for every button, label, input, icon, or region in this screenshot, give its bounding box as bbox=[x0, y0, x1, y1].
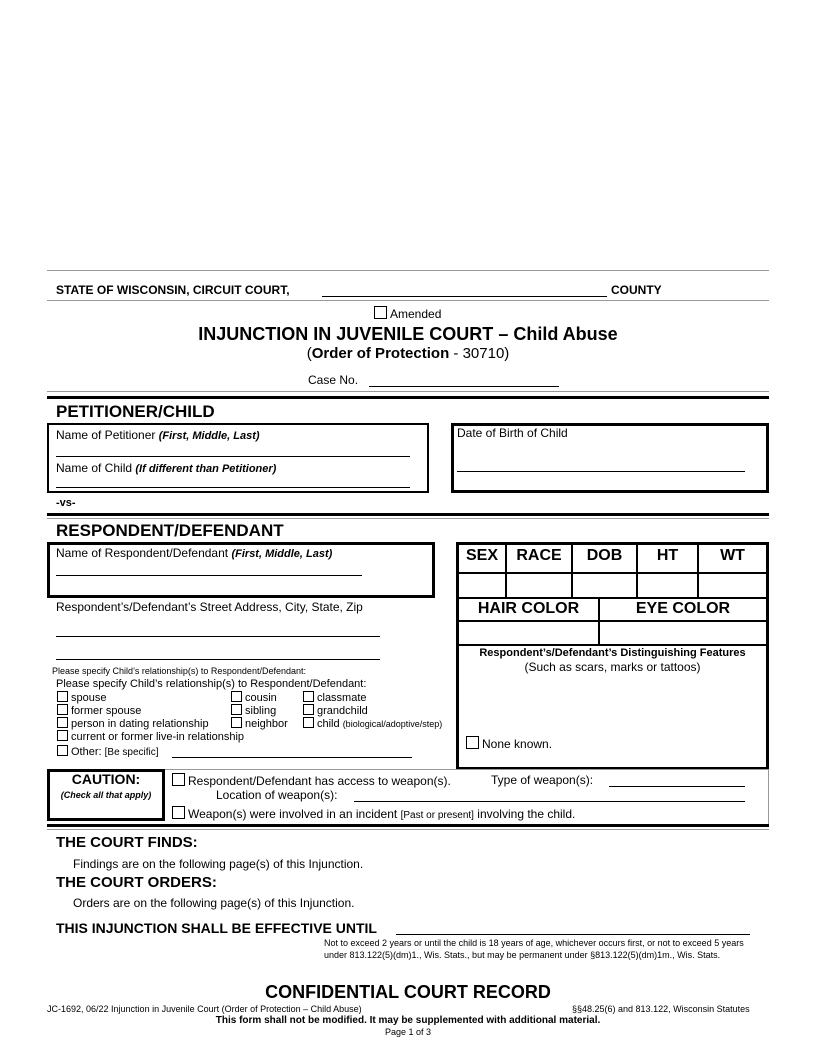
attr-ht-label: HT bbox=[656, 547, 679, 564]
rel-other-checkbox[interactable] bbox=[57, 745, 68, 756]
relationship-intro: Please specify Child’s relationship(s) to Respondent/Defendant: bbox=[56, 678, 367, 690]
county-input-line[interactable] bbox=[322, 296, 607, 297]
height-input[interactable] bbox=[638, 575, 697, 597]
court-orders-text: Orders are on the following page(s) of this Injunction. bbox=[73, 896, 355, 910]
rel-neighbor-label: neighbor bbox=[245, 718, 288, 730]
rel-child[interactable] bbox=[303, 717, 442, 730]
attr-race-label: RACE bbox=[516, 547, 562, 564]
rel-grandchild[interactable] bbox=[303, 704, 368, 717]
rel-neighbor-checkbox[interactable] bbox=[231, 717, 242, 728]
rel-grandchild-label: grandchild bbox=[317, 705, 368, 717]
rel-child-checkbox[interactable] bbox=[303, 717, 314, 728]
caution-bottom-rule-thin bbox=[47, 829, 769, 830]
rel-former-spouse-label: former spouse bbox=[71, 705, 142, 717]
relationship-intro-small: Please specify Child’s relationship(s) to Respondent/Defendant: bbox=[52, 666, 306, 676]
page-subtitle bbox=[0, 345, 816, 362]
weapon-incident-label-b: involving the child. bbox=[477, 807, 576, 821]
weapon-access-option[interactable] bbox=[172, 773, 451, 788]
rel-grandchild-checkbox[interactable] bbox=[303, 704, 314, 715]
weapon-access-checkbox[interactable] bbox=[172, 773, 185, 786]
page-title bbox=[0, 324, 816, 345]
dob-label: Date of Birth of Child bbox=[457, 426, 568, 440]
respondent-name-text: Name of Respondent/Defendant bbox=[56, 546, 229, 560]
address-input-line-1[interactable] bbox=[56, 636, 380, 637]
rel-sibling[interactable] bbox=[231, 704, 276, 717]
child-name-hint: (If different than Petitioner) bbox=[135, 463, 277, 475]
section-top-rule bbox=[47, 396, 769, 399]
weapon-access-label: Respondent/Defendant has access to weapon(s). bbox=[188, 774, 451, 788]
rel-neighbor[interactable] bbox=[231, 717, 288, 730]
county-label: COUNTY bbox=[611, 283, 662, 297]
rel-former-spouse-checkbox[interactable] bbox=[57, 704, 68, 715]
rel-live-in-checkbox[interactable] bbox=[57, 730, 68, 741]
rel-live-in-label: current or former live-in relationship bbox=[71, 731, 245, 743]
rel-child-label: child bbox=[317, 718, 340, 730]
rel-other-hint: [Be specific] bbox=[104, 747, 159, 758]
confidential-heading: CONFIDENTIAL COURT RECORD bbox=[265, 982, 551, 1002]
vs-label: -vs- bbox=[56, 497, 76, 509]
rel-other-input-line[interactable] bbox=[172, 757, 412, 758]
statutes: §§48.25(6) and 813.122, Wisconsin Statutes bbox=[572, 1004, 750, 1014]
attr-row-divider-1 bbox=[456, 572, 769, 574]
none-known-checkbox[interactable] bbox=[466, 736, 479, 749]
address-label: Respondent’s/Defendant’s Street Address, City, State, Zip bbox=[56, 600, 363, 614]
weapon-incident-label: Weapon(s) were involved in an incident bbox=[188, 807, 398, 821]
weapon-incident-option[interactable] bbox=[172, 806, 575, 821]
rel-dating[interactable] bbox=[57, 717, 209, 730]
rel-cousin-label: cousin bbox=[245, 692, 277, 704]
petitioner-name-input-line[interactable] bbox=[56, 456, 410, 457]
title-main: INJUNCTION IN JUVENILE COURT bbox=[198, 324, 494, 344]
subtitle-bold: Order of Protection bbox=[311, 345, 450, 362]
respondent-rule bbox=[47, 513, 769, 516]
rel-classmate-label: classmate bbox=[317, 692, 367, 704]
rel-spouse-label: spouse bbox=[71, 692, 107, 704]
amended-label: Amended bbox=[390, 307, 442, 321]
race-input[interactable] bbox=[507, 575, 571, 597]
attr-wt-label: WT bbox=[720, 547, 745, 564]
petitioner-heading: PETITIONER/CHILD bbox=[56, 402, 215, 421]
respondent-name-hint: (First, Middle, Last) bbox=[231, 548, 333, 560]
dob-input-line[interactable] bbox=[457, 471, 745, 472]
rel-other-label: Other: bbox=[71, 746, 102, 758]
header-rule bbox=[47, 300, 769, 301]
caution-right-rule bbox=[768, 769, 769, 824]
state-court-label: STATE OF WISCONSIN, CIRCUIT COURT, bbox=[56, 283, 290, 297]
amended-checkbox[interactable] bbox=[374, 306, 387, 319]
petitioner-name-label bbox=[56, 428, 260, 442]
respondent-name-label bbox=[56, 546, 332, 560]
subtitle-rest: - 30710) bbox=[453, 345, 510, 362]
caution-title: CAUTION: bbox=[71, 771, 141, 787]
attr-row-divider-2 bbox=[456, 597, 769, 599]
petitioner-name-hint: (First, Middle, Last) bbox=[158, 430, 260, 442]
court-finds-heading: THE COURT FINDS: bbox=[56, 834, 198, 851]
effective-note-2: under 813.122(5)(dm)1., Wis. Stats., but may be permanent under §813.122(5)(dm)1m., Wis. Stats. bbox=[324, 950, 721, 960]
rel-dating-label: person in dating relationship bbox=[71, 718, 209, 730]
page-number: Page 1 of 3 bbox=[384, 1027, 432, 1037]
features-title: Respondent’s/Defendant’s Distinguishing Features bbox=[479, 647, 746, 659]
effective-until-label: THIS INJUNCTION SHALL BE EFFECTIVE UNTIL bbox=[56, 920, 377, 936]
form-id: JC-1692, 06/22 Injunction in Juvenile Court (Order of Protection – Child Abuse) bbox=[47, 1004, 362, 1014]
address-input-line-2[interactable] bbox=[56, 659, 380, 660]
none-known-option[interactable] bbox=[466, 736, 552, 751]
child-name-text: Name of Child bbox=[56, 461, 133, 475]
attr-sex-label: SEX bbox=[465, 547, 498, 564]
weapon-type-input-line[interactable] bbox=[609, 786, 745, 787]
respondent-name-input-line[interactable] bbox=[56, 575, 362, 576]
rel-cousin-checkbox[interactable] bbox=[231, 691, 242, 702]
caution-top-rule bbox=[165, 769, 769, 770]
case-no-input-line[interactable] bbox=[369, 386, 559, 387]
features-hint: (Such as scars, marks or tattoos) bbox=[524, 660, 701, 674]
rel-other[interactable] bbox=[57, 745, 159, 758]
modification-notice: This form shall not be modified. It may be supplemented with additional material. bbox=[215, 1015, 601, 1026]
hair-color-label: HAIR COLOR bbox=[477, 600, 580, 617]
rel-dating-checkbox[interactable] bbox=[57, 717, 68, 728]
sex-input[interactable] bbox=[459, 575, 505, 597]
attr-dob-label: DOB bbox=[586, 547, 623, 564]
rel-spouse[interactable] bbox=[57, 691, 106, 704]
effective-until-input-line[interactable] bbox=[396, 934, 750, 935]
caution-bottom-rule bbox=[47, 824, 769, 827]
child-name-input-line[interactable] bbox=[56, 487, 410, 488]
eye-color-label: EYE COLOR bbox=[635, 600, 731, 617]
weapon-incident-hint: [Past or present] bbox=[400, 810, 474, 821]
respondent-rule-thin bbox=[47, 518, 769, 519]
rel-cousin[interactable] bbox=[231, 691, 277, 704]
rel-live-in[interactable] bbox=[57, 730, 244, 743]
weapon-type-label: Type of weapon(s): bbox=[491, 773, 594, 787]
rel-classmate-checkbox[interactable] bbox=[303, 691, 314, 702]
rel-former-spouse[interactable] bbox=[57, 704, 141, 717]
rel-sibling-label: sibling bbox=[245, 705, 277, 717]
rel-classmate[interactable] bbox=[303, 691, 367, 704]
title-suffix: Child Abuse bbox=[513, 324, 618, 344]
case-no-label: Case No. bbox=[308, 373, 359, 387]
court-finds-text: Findings are on the following page(s) of this Injunction. bbox=[73, 857, 364, 871]
section-top-thin bbox=[47, 391, 769, 392]
weapon-location-input-line[interactable] bbox=[354, 801, 745, 802]
weight-input[interactable] bbox=[699, 575, 766, 597]
effective-note-1: Not to exceed 2 years or until the child is 18 years of age, whichever occurs first, or not to exceed 5 years bbox=[324, 938, 744, 948]
rel-spouse-checkbox[interactable] bbox=[57, 691, 68, 702]
eye-color-input[interactable] bbox=[600, 622, 766, 644]
rel-sibling-checkbox[interactable] bbox=[231, 704, 242, 715]
rel-child-hint: (biological/adoptive/step) bbox=[342, 719, 443, 729]
top-rule bbox=[47, 270, 769, 271]
weapon-incident-checkbox[interactable] bbox=[172, 806, 185, 819]
hair-color-input[interactable] bbox=[459, 622, 598, 644]
none-known-label: None known. bbox=[482, 737, 553, 751]
attr-row-divider-4 bbox=[456, 644, 769, 646]
subtitle-paren: ( bbox=[306, 345, 312, 362]
child-name-label bbox=[56, 461, 276, 475]
court-orders-heading: THE COURT ORDERS: bbox=[56, 874, 217, 891]
title-dash: – bbox=[498, 324, 509, 344]
caution-hint: (Check all that apply) bbox=[60, 790, 152, 800]
petitioner-name-text: Name of Petitioner bbox=[56, 428, 156, 442]
respondent-heading: RESPONDENT/DEFENDANT bbox=[56, 521, 284, 540]
weapon-location-label: Location of weapon(s): bbox=[216, 788, 338, 802]
dob-input[interactable] bbox=[573, 575, 636, 597]
amended-option[interactable] bbox=[374, 306, 441, 321]
